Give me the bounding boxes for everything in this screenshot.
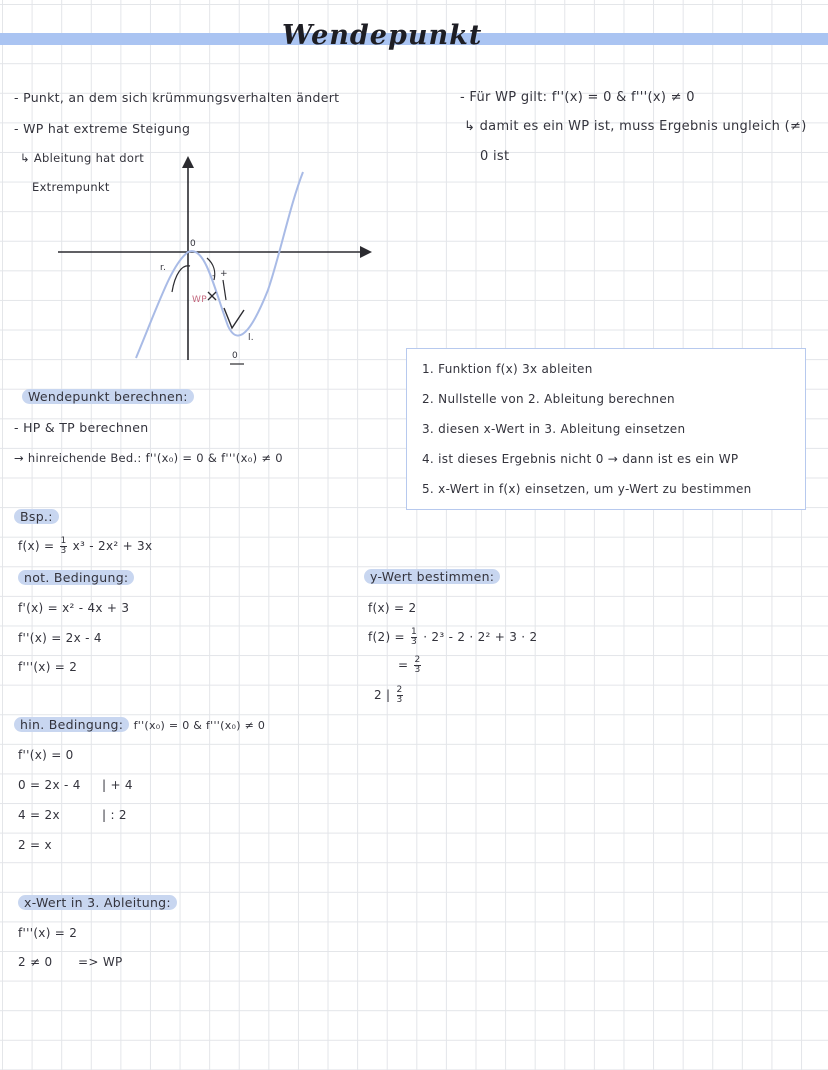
y-axis-arrow: [182, 156, 194, 168]
page-title: Wendepunkt: [282, 20, 483, 51]
not-bedingung-heading: [18, 570, 134, 586]
solve-op-1: | + 4: [102, 778, 133, 792]
berechnen-line-1: - HP & TP berechnen: [14, 420, 149, 435]
wp-condition-line: - Für WP gilt: f''(x) = 0 & f'''(x) ≠ 0: [460, 90, 695, 105]
hin-bedingung-condition: f''(x₀) = 0 & f'''(x₀) ≠ 0: [133, 719, 266, 732]
ywert-line-3-prefix: =: [398, 658, 409, 672]
hin-bedingung-text: hin. Bedingung:: [14, 717, 129, 732]
ywert-point-prefix: 2 |: [374, 688, 391, 702]
example-fraction: [60, 537, 66, 556]
berechnen-line-2: → hinreichende Bed.: f''(x₀) = 0 & f'''(x₀) ≠ 0: [14, 451, 283, 465]
example-function: [18, 537, 152, 556]
example-function-rest: x³ - 2x² + 3x: [72, 539, 153, 553]
step-2: 2. Nullstelle von 2. Ableitung berechnen: [422, 392, 675, 406]
ywert-line-1: f(x) = 2: [368, 601, 417, 615]
ywert-line-3: [398, 656, 423, 675]
graph-label-bottom: 0: [232, 351, 239, 361]
slope-arrow: [223, 280, 226, 300]
graph-label-l: l.: [248, 333, 254, 343]
definition-item-2: - WP hat extreme Steigung: [14, 121, 191, 136]
ywert-val-den: 3: [414, 665, 421, 675]
second-derivative: f''(x) = 2x - 4: [18, 631, 102, 645]
example-function-prefix: f(x) =: [18, 539, 55, 553]
ywert-value-fraction: [414, 656, 420, 675]
step-4: 4. ist dieses Ergebnis nicht 0 → dann ist es ein WP: [422, 452, 739, 466]
ywert-point: [374, 686, 405, 705]
hin-bedingung-heading: [14, 717, 265, 734]
third-conclusion: => WP: [78, 955, 123, 969]
third-line-2: 2 ≠ 0: [18, 955, 53, 969]
step-3: 3. diesen x-Wert in 3. Ableitung einsetzen: [422, 422, 686, 436]
not-bedingung-text: not. Bedingung:: [18, 570, 134, 585]
ywert-fraction: [411, 628, 417, 647]
solve-line-3: 4 = 2x: [18, 808, 60, 822]
section-heading-berechnen-text: Wendepunkt berechnen:: [22, 389, 194, 404]
solve-line-4: 2 = x: [18, 838, 52, 852]
graph-label-plus: +: [220, 269, 228, 279]
example-frac-num: 1: [60, 536, 67, 546]
ywert-point-num: 2: [396, 685, 403, 695]
x-axis-arrow: [360, 246, 372, 258]
solve-op-2: | : 2: [102, 808, 127, 822]
example-label-text: Bsp.:: [14, 509, 59, 524]
definition-item-3: ↳ Ableitung hat dort: [20, 151, 145, 165]
definition-item-1: - Punkt, an dem sich krümmungsverhalten ändert: [14, 90, 340, 105]
graph-label-origin: 0: [190, 239, 197, 249]
wp-condition-explain-end: 0 ist: [480, 149, 510, 164]
ywert-heading-text: y-Wert bestimmen:: [364, 569, 500, 584]
third-heading: [18, 895, 177, 911]
step-5: 5. x-Wert in f(x) einsetzen, um y-Wert zu bestimmen: [422, 482, 752, 496]
ywert-val-num: 2: [414, 655, 421, 665]
ywert-point-fraction: [397, 686, 403, 705]
definition-item-4: Extrempunkt: [32, 180, 110, 194]
ywert-line-2: [368, 628, 537, 647]
example-frac-den: 3: [60, 546, 67, 556]
wp-condition-explain: ↳ damit es ein WP ist, muss Ergebnis ungleich (≠): [464, 119, 807, 134]
ywert-point-den: 3: [396, 695, 403, 705]
solve-line-2: 0 = 2x - 4: [18, 778, 81, 792]
first-derivative: f'(x) = x² - 4x + 3: [18, 601, 130, 615]
third-heading-text: x-Wert in 3. Ableitung:: [18, 895, 177, 910]
ywert-frac-num: 1: [411, 627, 418, 637]
section-heading-berechnen: [22, 389, 194, 405]
graph-label-r: r.: [160, 263, 167, 273]
third-derivative: f'''(x) = 2: [18, 660, 78, 674]
ywert-line-2-rest: · 2³ - 2 · 2² + 3 · 2: [423, 630, 538, 644]
third-line-1: f'''(x) = 2: [18, 926, 78, 940]
example-label: [14, 509, 59, 525]
ywert-frac-den: 3: [411, 637, 418, 647]
ywert-line-2-prefix: f(2) =: [368, 630, 405, 644]
ywert-heading: [364, 569, 500, 585]
graph-label-wp: WP: [192, 295, 207, 305]
step-1: 1. Funktion f(x) 3x ableiten: [422, 362, 593, 376]
solve-line-1: f''(x) = 0: [18, 748, 74, 762]
graph-label-neg: -: [212, 271, 216, 281]
